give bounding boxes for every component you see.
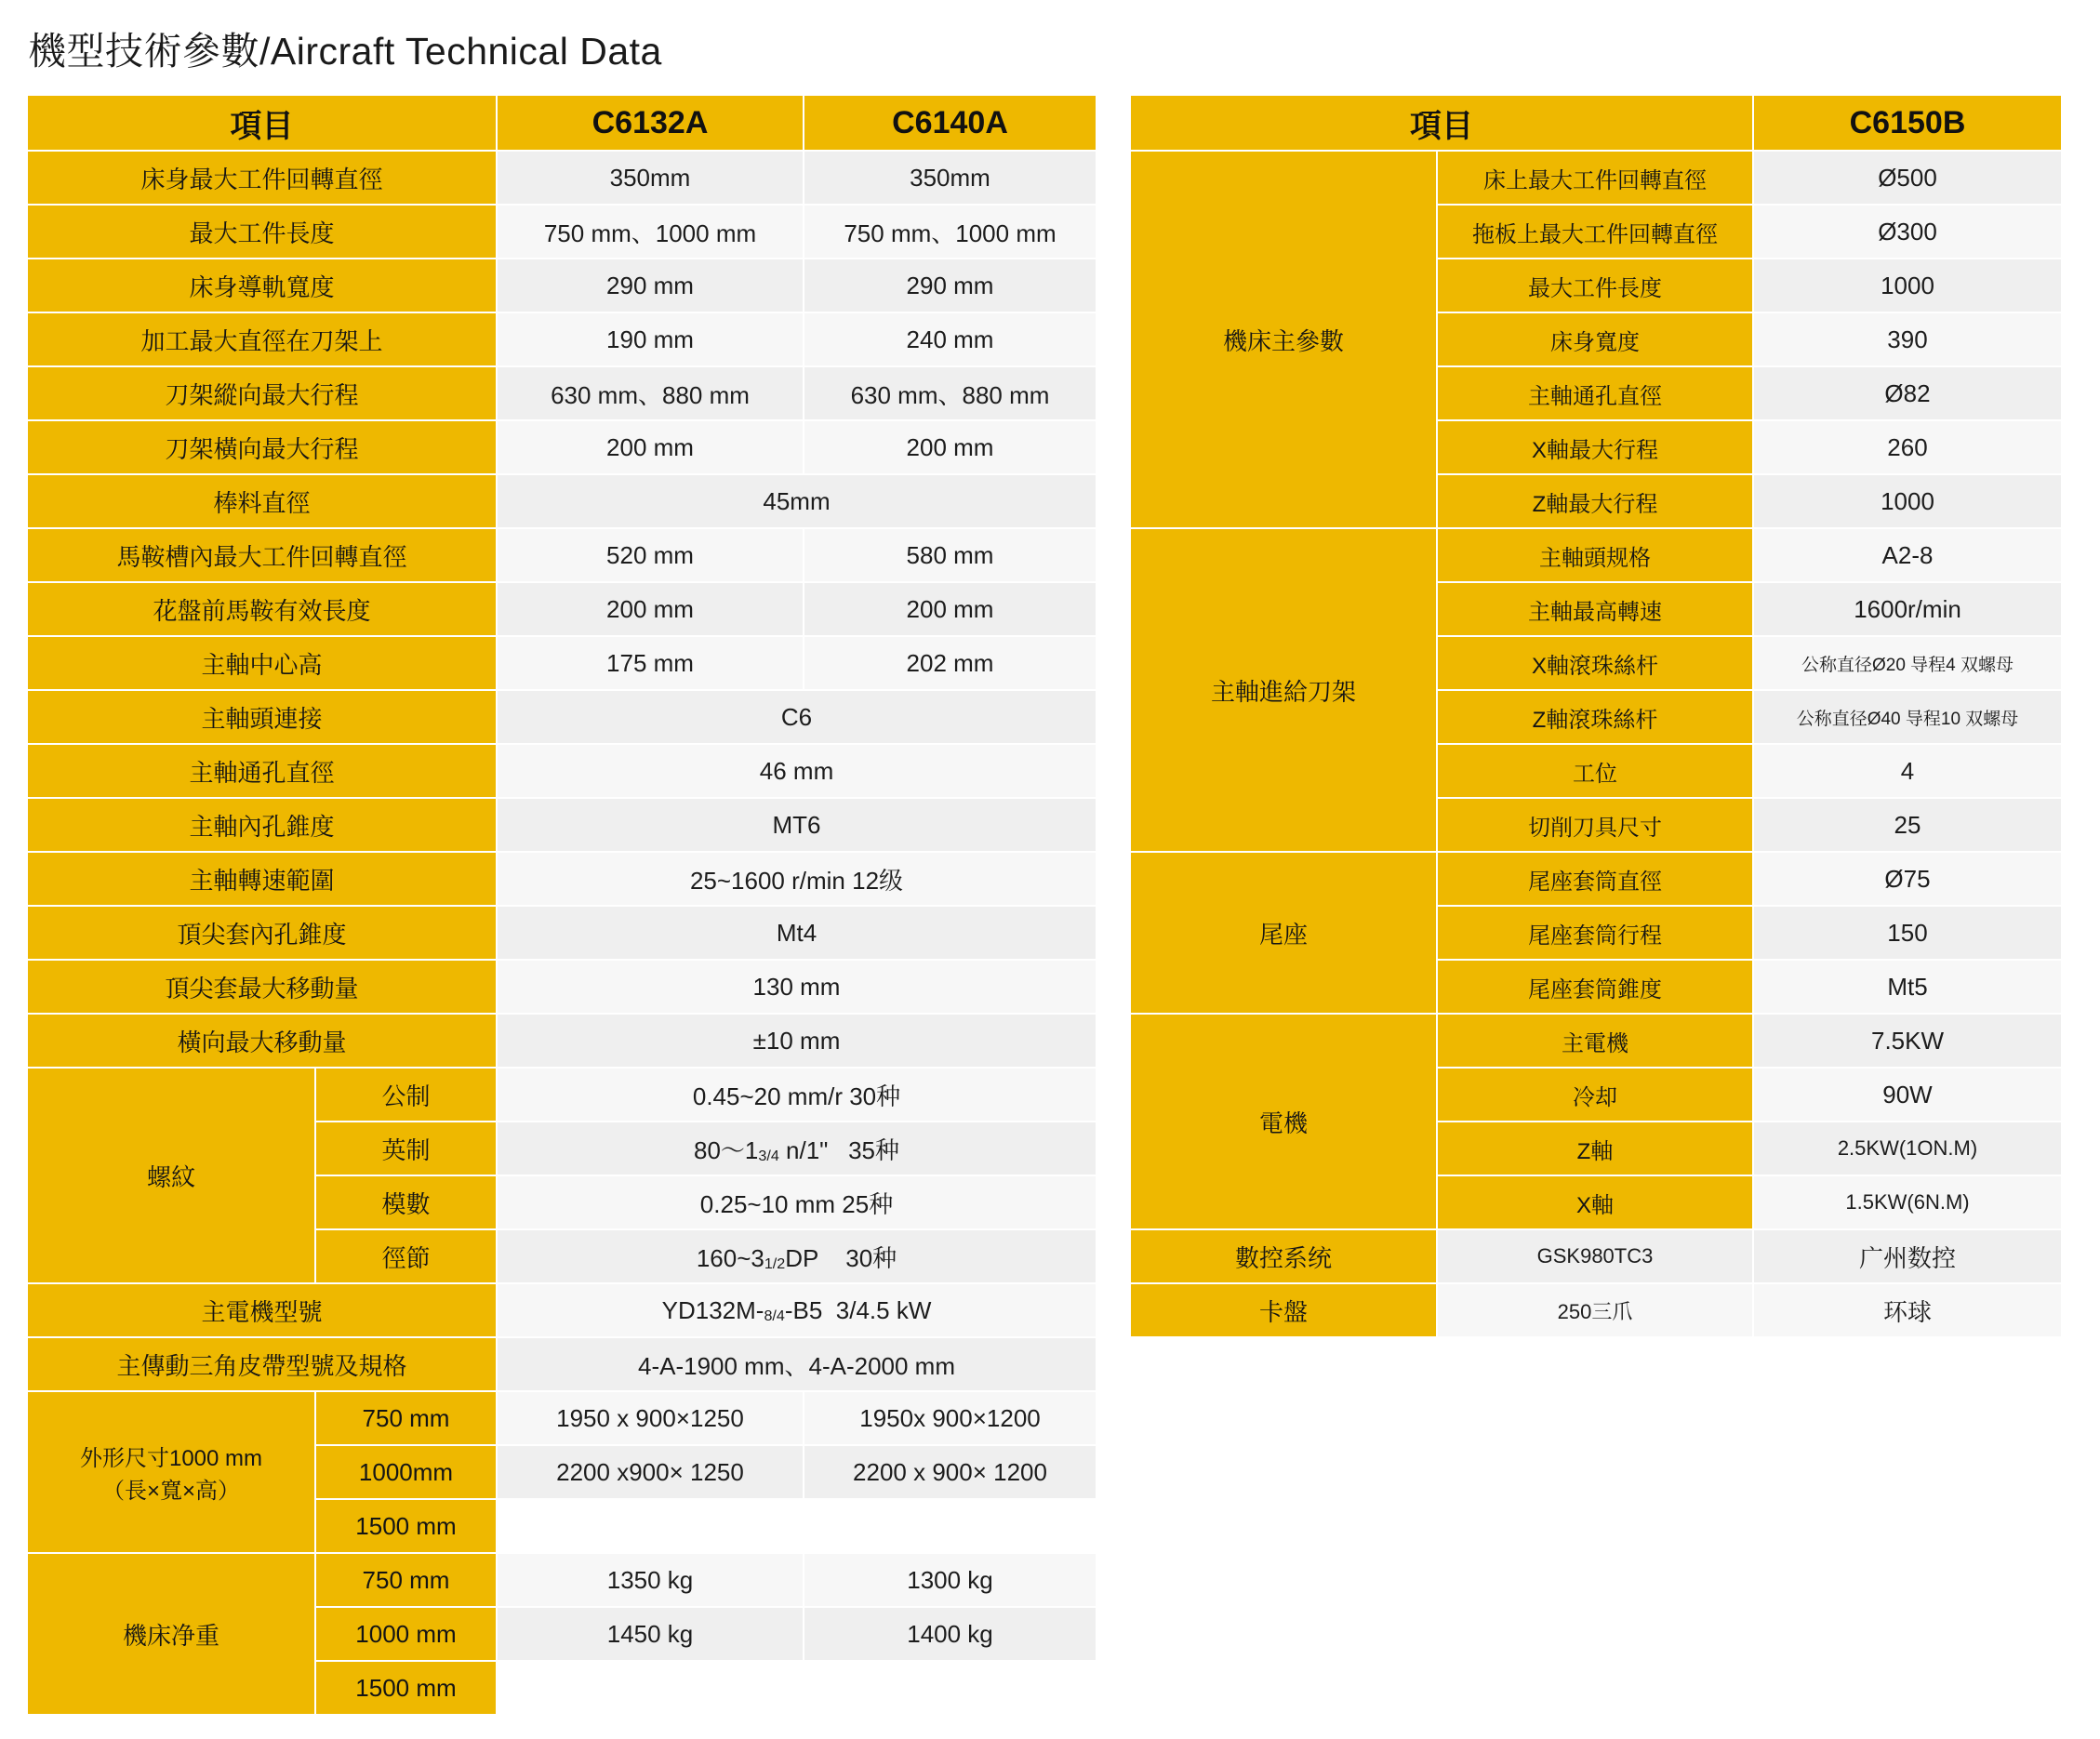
row-label: 數控系统 <box>1130 1229 1437 1283</box>
row-sublabel: 最大工件長度 <box>1437 259 1753 312</box>
row-value: 350mm <box>497 151 804 205</box>
row-label: 最大工件長度 <box>27 205 497 259</box>
row-value: 250三爪 <box>1437 1283 1753 1337</box>
group-label-weight: 機床净重 <box>27 1553 315 1715</box>
dimensions-label-line2: （長×寬×高） <box>101 1479 241 1504</box>
table-row <box>27 474 1097 528</box>
row-value: 环球 <box>1753 1283 2062 1337</box>
table-row <box>27 1337 1097 1391</box>
row-value: Ø82 <box>1753 366 2062 420</box>
page-title: 機型技術參數/Aircraft Technical Data <box>28 30 662 73</box>
row-value: 580 mm <box>804 528 1097 582</box>
table-row <box>27 960 1097 1014</box>
row-value: Ø75 <box>1753 852 2062 906</box>
table-row <box>27 744 1097 798</box>
row-value: 1350 kg <box>497 1553 804 1607</box>
row-value: 200 mm <box>804 420 1097 474</box>
row-value: 200 mm <box>497 420 804 474</box>
table-row <box>1130 1229 2062 1283</box>
row-value: 46 mm <box>497 744 1097 798</box>
row-value: 0.45~20 mm/r 30种 <box>497 1068 1097 1122</box>
row-value: 2200 x 900× 1200 <box>804 1445 1097 1499</box>
row-value: 25~1600 r/min 12级 <box>497 852 1097 906</box>
row-label: 棒料直徑 <box>27 474 497 528</box>
row-value: 190 mm <box>497 312 804 366</box>
table-row <box>1130 528 2062 582</box>
row-label: 床身最大工件回轉直徑 <box>27 151 497 205</box>
table-row <box>27 906 1097 960</box>
row-sublabel: 床上最大工件回轉直徑 <box>1437 151 1753 205</box>
row-value: 0.25~10 mm 25种 <box>497 1175 1097 1229</box>
row-value: 2.5KW(1ON.M) <box>1753 1122 2062 1175</box>
table-row <box>27 1553 1097 1607</box>
row-value: 25 <box>1753 798 2062 852</box>
row-value: 4 <box>1753 744 2062 798</box>
row-sublabel: 1000 mm <box>315 1607 497 1661</box>
table-row <box>27 366 1097 420</box>
row-value: 公称直径Ø20 导程4 双螺母 <box>1753 636 2062 690</box>
row-sublabel: 冷却 <box>1437 1068 1753 1122</box>
row-label: 主軸轉速範圍 <box>27 852 497 906</box>
row-value: 350mm <box>804 151 1097 205</box>
row-sublabel: Z軸滾珠絲杆 <box>1437 690 1753 744</box>
row-label: 主軸頭連接 <box>27 690 497 744</box>
row-value: 7.5KW <box>1753 1014 2062 1068</box>
group-label-thread: 螺紋 <box>27 1068 315 1283</box>
dimensions-label-line1: 外形尺寸1000 mm <box>79 1446 263 1471</box>
row-label: 床身導軌寬度 <box>27 259 497 312</box>
row-value: Mt5 <box>1753 960 2062 1014</box>
table-row <box>1130 1014 2062 1068</box>
row-label: 卡盤 <box>1130 1283 1437 1337</box>
row-value: MT6 <box>497 798 1097 852</box>
row-sublabel: 750 mm <box>315 1391 497 1445</box>
row-sublabel: Z軸 <box>1437 1122 1753 1175</box>
table-row <box>27 1283 1097 1337</box>
row-label: 主軸中心高 <box>27 636 497 690</box>
row-sublabel: 床身寬度 <box>1437 312 1753 366</box>
row-value: 2200 x900× 1250 <box>497 1445 804 1499</box>
row-sublabel: 尾座套筒直徑 <box>1437 852 1753 906</box>
table-row <box>27 582 1097 636</box>
row-sublabel: 英制 <box>315 1122 497 1175</box>
row-value: 1450 kg <box>497 1607 804 1661</box>
row-value: Ø500 <box>1753 151 2062 205</box>
row-value: GSK980TC3 <box>1437 1229 1753 1283</box>
row-value: 160~31/2DP 30种 <box>497 1229 1097 1283</box>
row-sublabel: X軸最大行程 <box>1437 420 1753 474</box>
left-spec-table <box>26 94 1097 1716</box>
table-row <box>27 798 1097 852</box>
row-sublabel: 工位 <box>1437 744 1753 798</box>
row-sublabel: 1000mm <box>315 1445 497 1499</box>
row-value: 390 <box>1753 312 2062 366</box>
row-value: 90W <box>1753 1068 2062 1122</box>
row-value: 1600r/min <box>1753 582 2062 636</box>
row-sublabel: X軸滾珠絲杆 <box>1437 636 1753 690</box>
row-value: 630 mm、880 mm <box>804 366 1097 420</box>
row-value: 1950 x 900×1250 <box>497 1391 804 1445</box>
group-label-motors: 電機 <box>1130 1014 1437 1229</box>
table-row <box>27 528 1097 582</box>
row-value: 1300 kg <box>804 1553 1097 1607</box>
table-row <box>27 205 1097 259</box>
row-value: 630 mm、880 mm <box>497 366 804 420</box>
table-row <box>27 151 1097 205</box>
table-row <box>1130 1283 2062 1337</box>
row-value: Ø300 <box>1753 205 2062 259</box>
row-value <box>497 1499 804 1553</box>
row-value: Mt4 <box>497 906 1097 960</box>
row-sublabel: 拖板上最大工件回轉直徑 <box>1437 205 1753 259</box>
row-sublabel: 主軸最高轉速 <box>1437 582 1753 636</box>
row-value: 750 mm、1000 mm <box>497 205 804 259</box>
row-value: 130 mm <box>497 960 1097 1014</box>
row-sublabel: 模數 <box>315 1175 497 1229</box>
row-sublabel: 主軸頭规格 <box>1437 528 1753 582</box>
row-label: 刀架縱向最大行程 <box>27 366 497 420</box>
row-value: 290 mm <box>497 259 804 312</box>
row-value: 45mm <box>497 474 1097 528</box>
row-label: 花盤前馬鞍有效長度 <box>27 582 497 636</box>
group-label-machine-params: 機床主參數 <box>1130 151 1437 528</box>
tables-container <box>26 94 2074 1716</box>
row-value: 1.5KW(6N.M) <box>1753 1175 2062 1229</box>
row-value: 1400 kg <box>804 1607 1097 1661</box>
row-value: 290 mm <box>804 259 1097 312</box>
row-label: 主傳動三角皮帶型號及規格 <box>27 1337 497 1391</box>
row-value: 1950x 900×1200 <box>804 1391 1097 1445</box>
row-label: 主電機型號 <box>27 1283 497 1337</box>
row-value: YD132M-8/4-B5 3/4.5 kW <box>497 1283 1097 1337</box>
row-sublabel: Z軸最大行程 <box>1437 474 1753 528</box>
row-label: 加工最大直徑在刀架上 <box>27 312 497 366</box>
group-label-tailstock: 尾座 <box>1130 852 1437 1014</box>
row-value: 广州数控 <box>1753 1229 2062 1283</box>
row-sublabel: 1500 mm <box>315 1661 497 1715</box>
row-value: 200 mm <box>804 582 1097 636</box>
table-header-row <box>27 95 1097 151</box>
table-row <box>27 1014 1097 1068</box>
row-value <box>497 1661 804 1715</box>
table-row <box>27 312 1097 366</box>
right-header-item: 項目 <box>1130 95 1753 151</box>
table-row <box>27 636 1097 690</box>
row-value: 4-A-1900 mm、4-A-2000 mm <box>497 1337 1097 1391</box>
row-value: 1000 <box>1753 259 2062 312</box>
row-sublabel: 尾座套筒行程 <box>1437 906 1753 960</box>
row-value: A2-8 <box>1753 528 2062 582</box>
table-row <box>27 259 1097 312</box>
row-sublabel: 主軸通孔直徑 <box>1437 366 1753 420</box>
row-value: 150 <box>1753 906 2062 960</box>
table-row <box>27 1068 1097 1122</box>
row-value: 200 mm <box>497 582 804 636</box>
row-sublabel: 750 mm <box>315 1553 497 1607</box>
left-header-item: 項目 <box>27 95 497 151</box>
left-header-c6140a: C6140A <box>804 95 1097 151</box>
row-label: 橫向最大移動量 <box>27 1014 497 1068</box>
row-sublabel: X軸 <box>1437 1175 1753 1229</box>
group-label-dimensions <box>27 1391 315 1553</box>
row-value: 公称直径Ø40 导程10 双螺母 <box>1753 690 2062 744</box>
table-row <box>27 690 1097 744</box>
row-value: 520 mm <box>497 528 804 582</box>
table-row <box>1130 852 2062 906</box>
table-row <box>27 1391 1097 1445</box>
row-value: 175 mm <box>497 636 804 690</box>
row-label: 頂尖套最大移動量 <box>27 960 497 1014</box>
row-value: C6 <box>497 690 1097 744</box>
row-value <box>804 1499 1097 1553</box>
row-label: 頂尖套內孔錐度 <box>27 906 497 960</box>
row-value: 80〜13/4 n/1" 35种 <box>497 1122 1097 1175</box>
row-sublabel: 徑節 <box>315 1229 497 1283</box>
table-row <box>27 852 1097 906</box>
row-sublabel: 尾座套筒錐度 <box>1437 960 1753 1014</box>
row-value <box>804 1661 1097 1715</box>
row-sublabel: 切削刀具尺寸 <box>1437 798 1753 852</box>
row-value: 260 <box>1753 420 2062 474</box>
row-value: ±10 mm <box>497 1014 1097 1068</box>
row-sublabel: 主電機 <box>1437 1014 1753 1068</box>
row-value: 202 mm <box>804 636 1097 690</box>
right-spec-table <box>1129 94 2063 1338</box>
row-label: 馬鞍槽內最大工件回轉直徑 <box>27 528 497 582</box>
row-sublabel: 1500 mm <box>315 1499 497 1553</box>
row-label: 刀架橫向最大行程 <box>27 420 497 474</box>
row-value: 750 mm、1000 mm <box>804 205 1097 259</box>
group-label-spindle-feed: 主軸進給刀架 <box>1130 528 1437 852</box>
row-label: 主軸通孔直徑 <box>27 744 497 798</box>
table-header-row <box>1130 95 2062 151</box>
left-header-c6132a: C6132A <box>497 95 804 151</box>
row-value: 1000 <box>1753 474 2062 528</box>
row-label: 主軸內孔錐度 <box>27 798 497 852</box>
right-header-c6150b: C6150B <box>1753 95 2062 151</box>
row-sublabel: 公制 <box>315 1068 497 1122</box>
row-value: 240 mm <box>804 312 1097 366</box>
table-row <box>27 420 1097 474</box>
table-row <box>1130 151 2062 205</box>
